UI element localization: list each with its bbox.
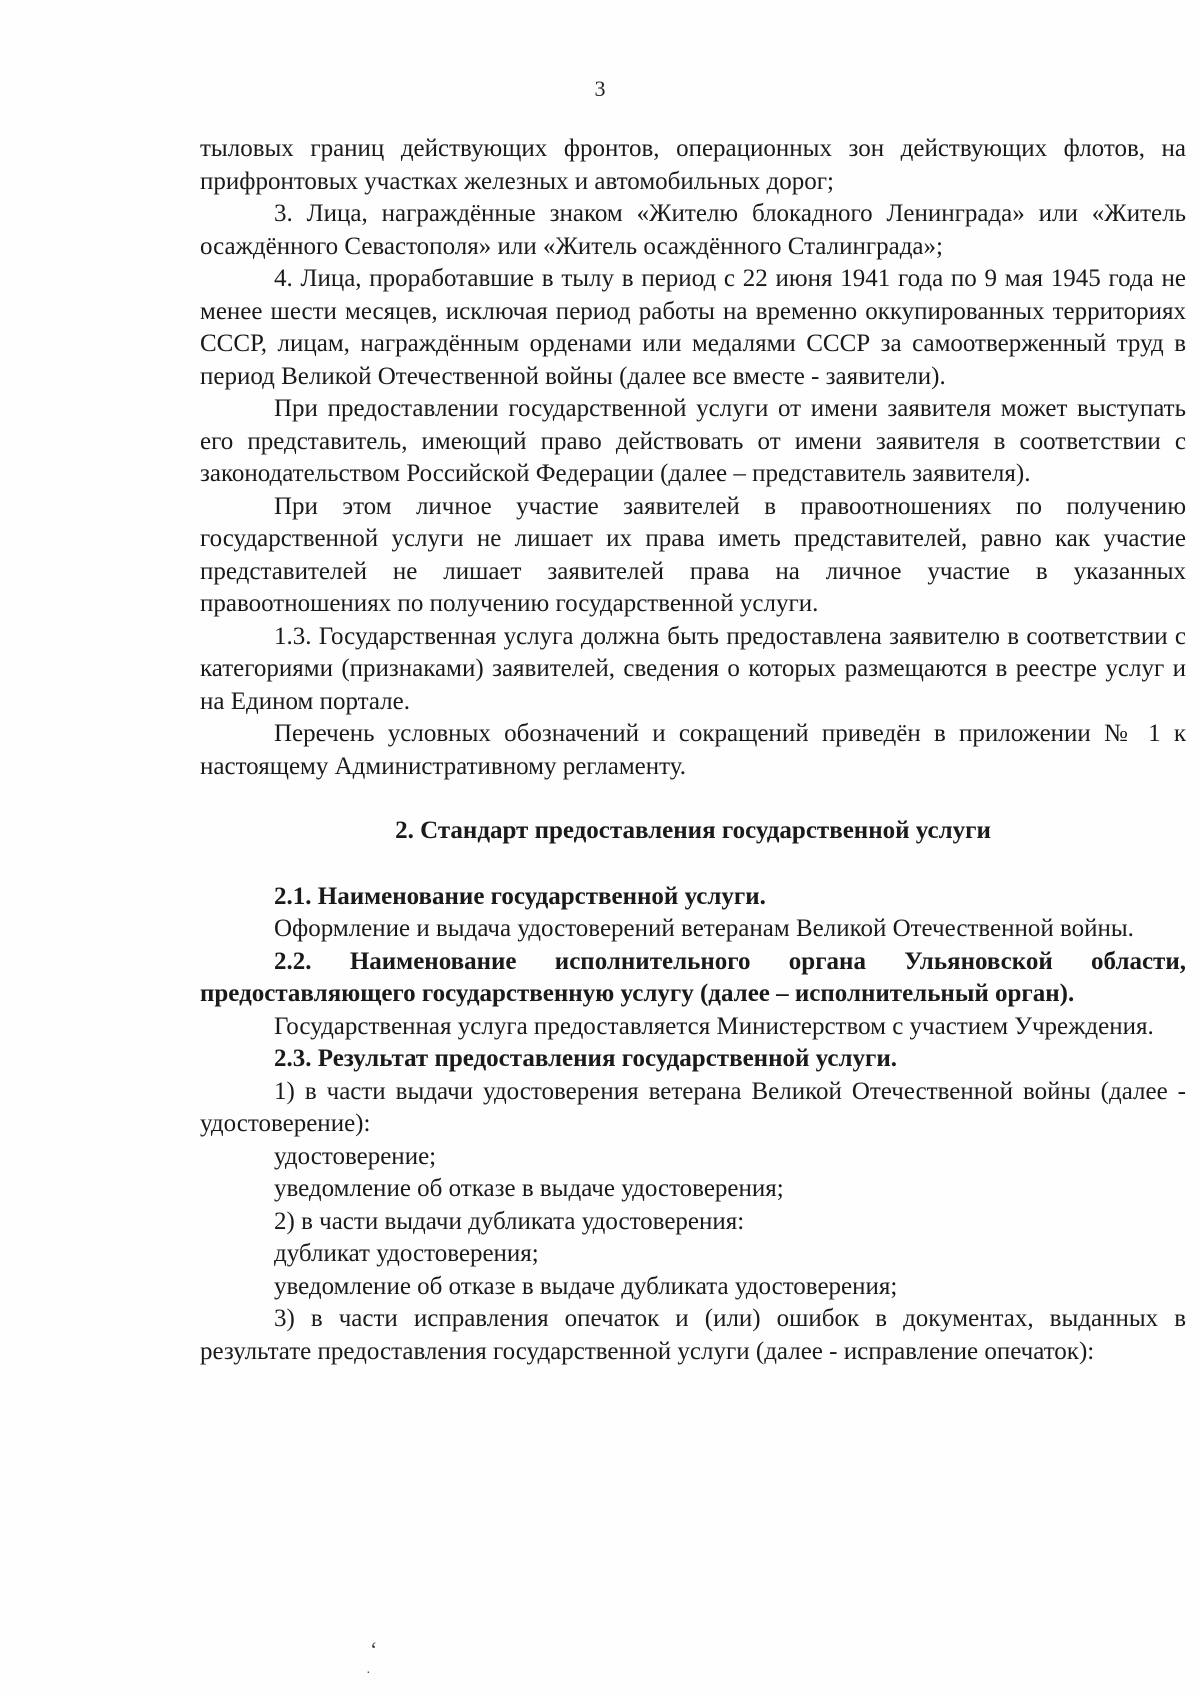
result-item-2: 2) в части выдачи дубликата удостоверения: (274, 1207, 745, 1235)
paragraph-1-3: 1.3. Государственная услуга должна быть предоставлена заявителю в соответствии с категориями (признаками) заявителей, сведения о которых размещаются в реестре услуг и на Едином портале. (200, 622, 1186, 715)
paragraph-representative: При предоставлении государственной услуги от имени заявителя может выступать его представитель, имеющий право действовать от имени заявителя в соответствии с законодательством Российской Федерации (далее – представитель заявителя). (200, 395, 1186, 487)
scan-artifact-dot: · (366, 1666, 371, 1681)
result-item-1: 1) в части выдачи удостоверения ветерана Великой Отечественной войны (далее - удостоверение): (200, 1077, 1186, 1137)
heading-2-1: 2.1. Наименование государственной услуги. (274, 882, 766, 910)
result-line-certificate: удостоверение; (274, 1142, 437, 1170)
paragraph-personal-participation: При этом личное участие заявителей в правоотношениях по получению государственной услуги не лишает их права иметь представителей, равно как участие представителей не лишает заявителей права на личное участие в указанных правоотношениях по получению государственной услуги. (200, 492, 1186, 617)
page-number: 3 (594, 76, 606, 101)
result-line-duplicate-refusal: уведомление об отказе в выдаче дубликата удостоверения; (274, 1272, 898, 1300)
document-body (200, 133, 1186, 1368)
paragraph-item-4: 4. Лица, проработавшие в тылу в период с 22 июня 1941 года по 9 мая 1945 года не менее шести месяцев, исключая период работы на временно оккупированных территориях СССР, лицам, награждённым орденами или медалями СССР за самоотверженный труд в период Великой Отечественной войны (далее все вместе - заявители). (200, 265, 1186, 390)
result-item-3: 3) в части исправления опечаток и (или) ошибок в документах, выданных в результате предоставления государственной услуги (далее - исправление опечаток): (200, 1305, 1186, 1365)
text-2-2: Государственная услуга предоставляется Министерством с участием Учреждения. (274, 1012, 1154, 1040)
scan-artifact-mark: ʻ (370, 1637, 378, 1662)
text-2-1: Оформление и выдача удостоверений ветеранам Великой Отечественной войны. (274, 915, 1134, 942)
result-line-duplicate: дубликат удостоверения; (274, 1240, 539, 1267)
result-line-refusal: уведомление об отказе в выдаче удостоверения; (274, 1175, 784, 1202)
paragraph-fronts: тыловых границ действующих фронтов, операционных зон действующих флотов, на прифронтовых участках железных и автомобильных дорог; (200, 135, 1186, 195)
paragraph-item-3: 3. Лица, награждённые знаком «Жителю блокадного Ленинграда» или «Житель осаждённого Севастополя» или «Житель осаждённого Сталинграда»; (200, 200, 1186, 260)
heading-2-3: 2.3. Результат предоставления государственной услуги. (274, 1045, 897, 1072)
section-title: 2. Стандарт предоставления государственной услуги (395, 817, 991, 844)
heading-2-2: 2.2. Наименование исполнительного органа Ульяновской области, предоставляющего государственную услугу (далее – исполнительный орган). (200, 947, 1186, 1007)
paragraph-abbreviations: Перечень условных обозначений и сокращений приведён в приложении № 1 к настоящему Административному регламенту. (200, 720, 1186, 780)
